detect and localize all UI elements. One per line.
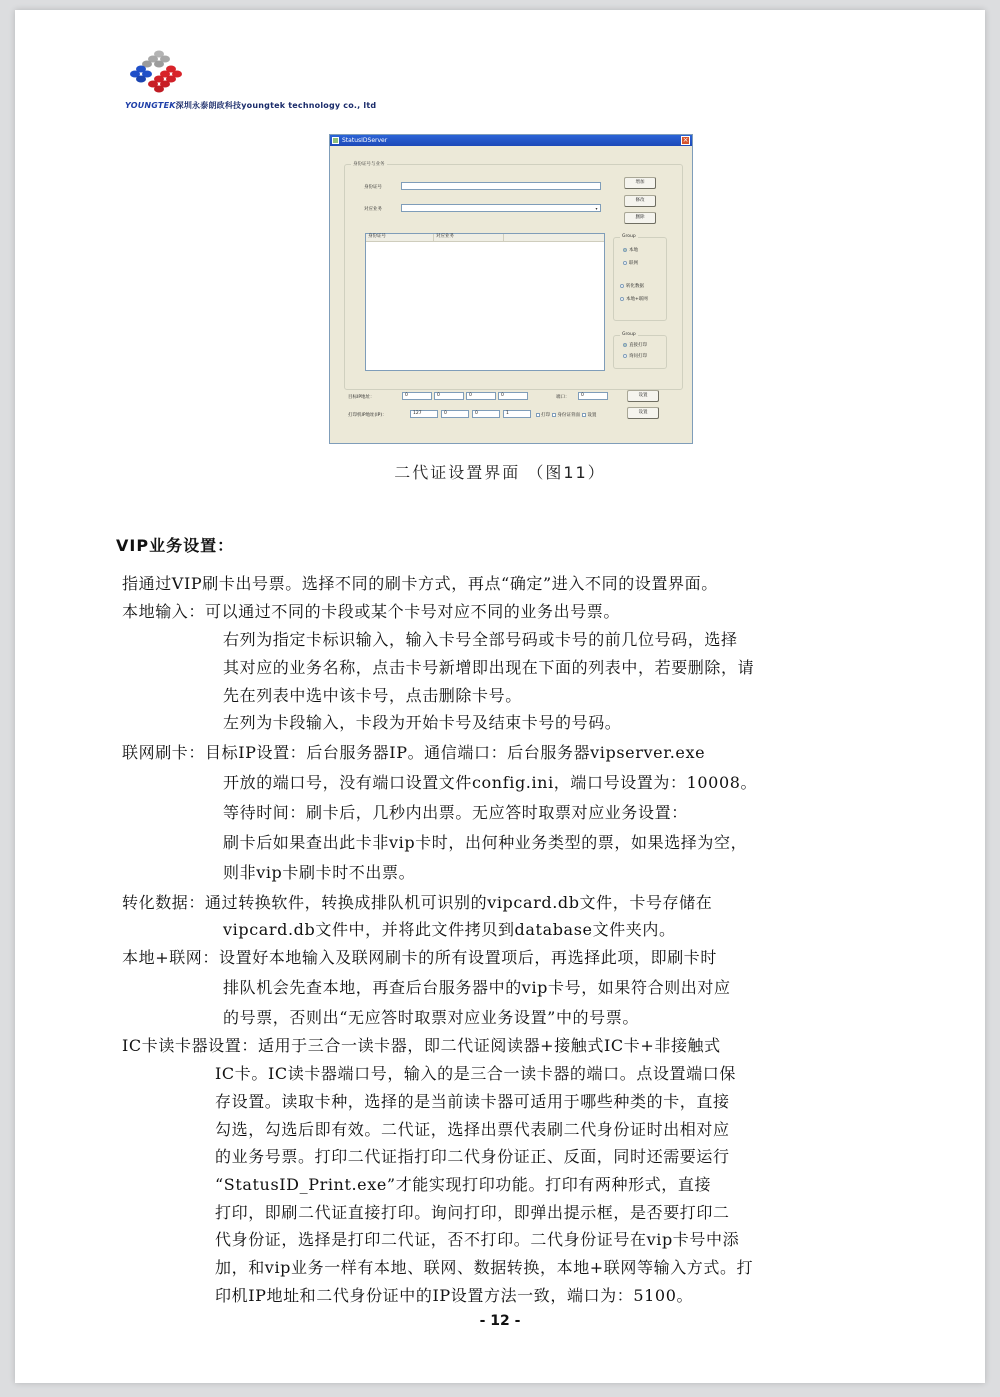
paragraph-line: 开放的端口号，没有端口设置文件config.ini，端口号设置为：10008。 xyxy=(223,773,758,792)
radio-direct-print[interactable] xyxy=(623,342,647,348)
radio-local[interactable] xyxy=(623,247,638,253)
close-button[interactable]: × xyxy=(682,136,689,144)
section-title: VIP业务设置： xyxy=(116,536,235,555)
paragraph-line: 印机IP地址和二代身份证中的IP设置方法一致，端口为：5100。 xyxy=(215,1286,694,1305)
print-checkbox-label: 打印 xyxy=(541,413,550,418)
paragraph-line: 左列为卡段输入，卡段为开始卡号及结束卡号的号码。 xyxy=(223,713,622,732)
paragraph-line: vipcard.db文件中，并将此文件拷贝到database文件夹内。 xyxy=(223,920,676,939)
radio-label: 直接打印 xyxy=(629,343,647,348)
company-full-name: 深圳永泰朗政科技youngtek technology co., ltd xyxy=(175,101,377,110)
paragraph-line: 指通过VIP刷卡出号票。选择不同的刷卡方式，再点“确定”进入不同的设置界面。 xyxy=(122,574,718,593)
id-number-label: 身份证号 xyxy=(364,185,382,190)
paragraph-line: 转化数据：通过转换软件，转换成排队机可识别的vipcard.db文件，卡号存储在 xyxy=(122,893,713,912)
paragraph-line: 的号票，否则出“无应答时取票对应业务设置”中的号票。 xyxy=(223,1008,639,1027)
radio-local-network[interactable] xyxy=(620,296,648,302)
list-header xyxy=(366,234,604,242)
radio-dot xyxy=(623,261,627,265)
id-business-list[interactable] xyxy=(365,233,605,371)
set-printer-ip-button[interactable]: 设置 xyxy=(627,407,659,419)
id-number-input[interactable] xyxy=(401,182,601,190)
dialog-titlebar xyxy=(330,135,692,146)
printer-ip-octet-3[interactable]: 0 xyxy=(472,410,500,418)
radio-dot xyxy=(623,343,627,347)
radio-convert-data[interactable] xyxy=(620,283,644,289)
print-options-row xyxy=(535,412,596,418)
port-input[interactable]: 0 xyxy=(578,392,608,400)
printer-ip-octet-4[interactable]: 1 xyxy=(503,410,531,418)
paragraph-line: 其对应的业务名称，点击卡号新增即出现在下面的列表中，若要删除，请 xyxy=(223,658,755,677)
paragraph-line: “StatusID_Print.exe”才能实现打印功能。打印有两种形式，直接 xyxy=(215,1175,712,1194)
chevron-down-icon[interactable]: ▾ xyxy=(595,206,598,211)
figure-caption: 二代证设置界面 （图11） xyxy=(394,463,606,482)
radio-network[interactable] xyxy=(623,260,638,266)
port-label: 端口： xyxy=(556,395,570,400)
paragraph-line: 刷卡后如果查出此卡非vip卡时，出何种业务类型的票，如果选择为空， xyxy=(223,833,748,852)
mode-group xyxy=(613,234,667,321)
paragraph-line: 右列为指定卡标识输入，输入卡号全部号码或卡号的前几位号码，选择 xyxy=(223,630,738,649)
radio-dot xyxy=(623,354,627,358)
group-label: 身份证号与业务 xyxy=(353,162,385,167)
back-checkbox[interactable] xyxy=(552,413,556,417)
target-ip-octet-4[interactable]: 0 xyxy=(498,392,528,400)
back-checkbox-label: 身份证背面 xyxy=(557,413,580,418)
company-name xyxy=(125,100,376,111)
print-group xyxy=(613,332,667,369)
business-select[interactable] xyxy=(401,204,601,212)
company-logo-icon xyxy=(125,48,185,100)
column-header-business[interactable]: 对应业务 xyxy=(434,234,504,241)
paragraph-line: 排队机会先查本地，再查后台服务器中的vip卡号，如果符合则出对应 xyxy=(223,978,731,997)
set-port-button[interactable]: 设置 xyxy=(627,390,659,402)
radio-ask-print[interactable] xyxy=(623,353,647,359)
app-icon xyxy=(332,137,339,144)
paragraph-line: 则非vip卡刷卡时不出票。 xyxy=(223,863,416,882)
business-label: 对应业务 xyxy=(364,207,382,212)
target-ip-octet-2[interactable]: 0 xyxy=(434,392,464,400)
paragraph-line: 勾选，勾选后即有效。二代证，选择出票代表刷二代身份证时出相对应 xyxy=(215,1120,730,1139)
radio-label: 本地+联网 xyxy=(626,297,648,302)
print-checkbox[interactable] xyxy=(536,413,540,417)
target-ip-octet-3[interactable]: 0 xyxy=(466,392,496,400)
page-number: - 12 - xyxy=(479,1313,521,1329)
printer-ip-octet-2[interactable]: 0 xyxy=(441,410,469,418)
radio-label: 联网 xyxy=(629,261,638,266)
delete-button[interactable]: 删除 xyxy=(624,212,656,224)
paragraph-line: 的业务号票。打印二代证指打印二代身份证正、反面，同时还需要运行 xyxy=(215,1147,730,1166)
document-page xyxy=(15,10,985,1383)
paragraph-line: IC卡读卡器设置：适用于三合一读卡器，即二代证阅读器+接触式IC卡+非接触式 xyxy=(122,1036,721,1055)
dialog-title: StatusIDServer xyxy=(342,137,388,144)
radio-label: 询问打印 xyxy=(629,354,647,359)
group-label: Group xyxy=(622,234,636,239)
radio-dot xyxy=(620,284,624,288)
modify-button[interactable]: 修改 xyxy=(624,195,656,207)
paragraph-line: 存设置。读取卡种，选择的是当前读卡器可适用于哪些种类的卡，直接 xyxy=(215,1092,730,1111)
paragraph-line: 代身份证，选择是打印二代证，否不打印。二代身份证号在vip卡号中添 xyxy=(215,1230,740,1249)
setting-checkbox-label: 设置 xyxy=(587,413,597,418)
radio-dot xyxy=(620,297,624,301)
brand-name: YOUNGTEK xyxy=(125,101,176,110)
setting-checkbox[interactable] xyxy=(582,413,586,417)
statusid-server-dialog xyxy=(329,134,693,444)
printer-ip-octet-1[interactable]: 127 xyxy=(410,410,438,418)
paragraph-line: IC卡。IC读卡器端口号，输入的是三合一读卡器的端口。点设置端口保 xyxy=(215,1064,736,1083)
paragraph-line: 本地+联网：设置好本地输入及联网刷卡的所有设置项后，再选择此项，即刷卡时 xyxy=(122,948,718,967)
group-label: Group xyxy=(622,332,636,337)
paragraph-line: 等待时间：刷卡后，几秒内出票。无应答时取票对应业务设置： xyxy=(223,803,688,822)
paragraph-line: 本地输入：可以通过不同的卡段或某个卡号对应不同的业务出号票。 xyxy=(122,602,621,621)
target-ip-label: 目标IP地址： xyxy=(348,395,375,400)
radio-label: 转化数据 xyxy=(626,284,644,289)
paragraph-line: 加，和vip业务一样有本地、联网、数据转换，本地+联网等输入方式。打 xyxy=(215,1258,754,1277)
paragraph-line: 先在列表中选中该卡号，点击删除卡号。 xyxy=(223,686,522,705)
printer-ip-label: 打印机IP地址(IP)： xyxy=(348,413,387,418)
radio-dot xyxy=(623,248,627,252)
radio-label: 本地 xyxy=(629,248,638,253)
paragraph-line: 联网刷卡：目标IP设置：后台服务器IP。通信端口：后台服务器vipserver.exe xyxy=(122,743,706,762)
column-header-id[interactable]: 身份证号 xyxy=(366,234,434,241)
add-button[interactable]: 增加 xyxy=(624,177,656,189)
column-header-empty[interactable] xyxy=(504,234,604,241)
target-ip-octet-1[interactable]: 0 xyxy=(402,392,432,400)
paragraph-line: 打印，即刷二代证直接打印。询问打印，即弹出提示框，是否要打印二 xyxy=(215,1203,730,1222)
